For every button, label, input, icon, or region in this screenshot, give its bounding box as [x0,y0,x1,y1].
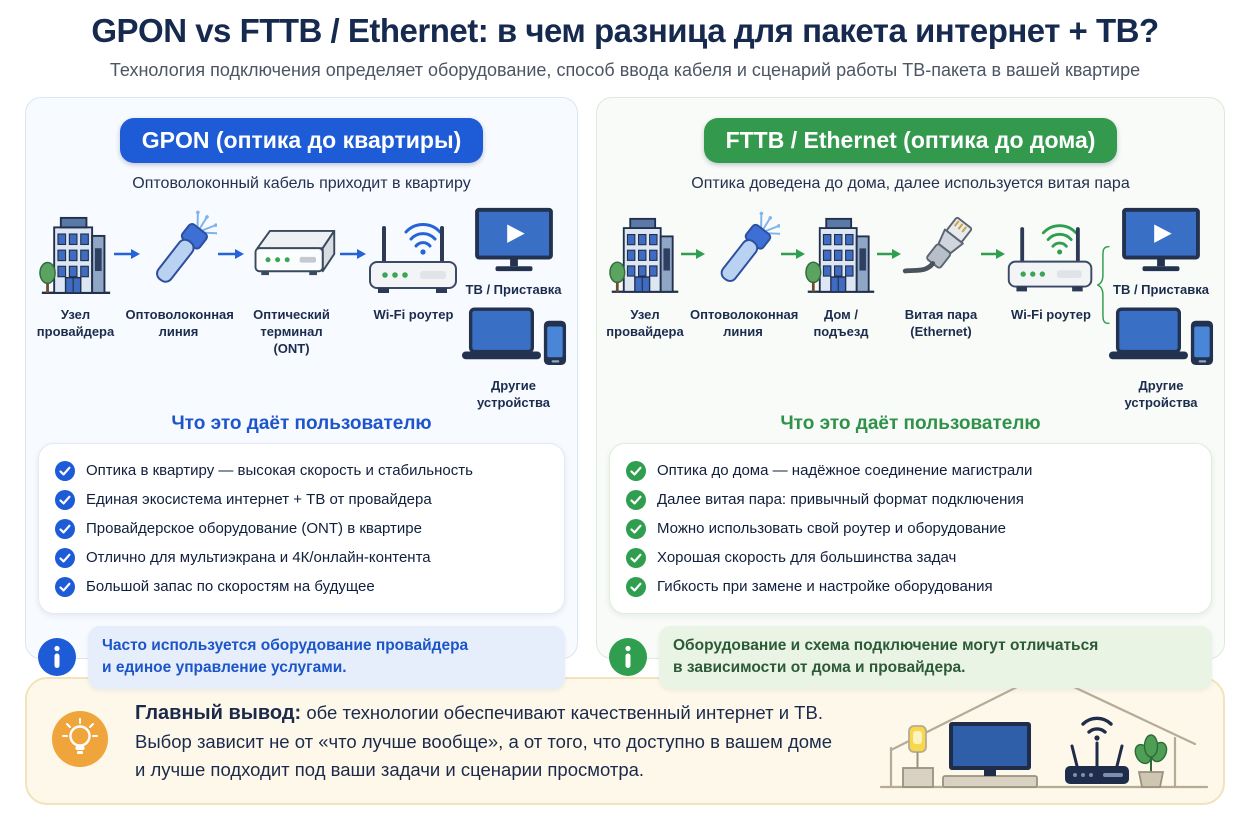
fttb-tagline: Оптика доведена до дома, далее используется витая пара [691,175,1130,192]
fttb-panel [596,97,1225,677]
devices-label: Другие устройства [1124,377,1198,410]
ont-terminal-icon [244,203,340,303]
fttb-chain-diagram [606,203,1212,411]
check-icon [55,490,75,510]
provider-building-icon [609,203,681,303]
house-label: Дом / подъезд [813,307,869,339]
gpon-note-box [88,626,565,689]
note-line: Часто используется оборудование провайдера [102,637,469,654]
benefit-text: Большой запас по скоростям на будущее [86,578,375,595]
other-devices-icon [1108,307,1214,376]
benefit-item [624,485,1197,514]
gpon-panel [25,97,578,677]
gpon-node-ont [244,203,340,358]
fiber-label: Оптоволоконная линия [125,307,234,339]
fttb-benefits-card [609,443,1212,614]
tv-label: ТВ / Приставка [1113,282,1209,297]
router-label: Wi-Fi роутер [1011,307,1091,322]
benefit-text: Оптика до дома — надёжное соединение магистрали [657,462,1033,479]
benefit-text: Отлично для мультиэкрана и 4К/онлайн-контента [86,549,431,566]
home-illustration [879,688,1209,794]
benefit-text: Хорошая скорость для большинства задач [657,549,957,566]
arrow-icon [781,248,805,260]
gpon-tagline: Оптоволоконный кабель приходит в квартиру [132,175,471,192]
gpon-node-fiber [125,203,234,341]
wifi-router-icon [364,203,464,303]
benefit-item [53,572,550,601]
provider-label: Узел провайдера [36,307,115,339]
note-line: и единое управление услугами. [102,659,347,677]
check-icon [55,577,75,597]
gpon-badge-rest: (оптика до квартиры) [209,127,462,153]
arrow-icon [981,248,1005,260]
benefit-item [53,456,550,485]
benefit-text: Можно использовать свой роутер и оборудование [657,520,1006,537]
fttb-node-house [805,203,877,341]
conclusion-line1: обе технологии обеспечивают качественный интернет и ТВ. [301,702,823,724]
check-icon [55,461,75,481]
fiber-cable-icon [141,203,217,303]
comparison-columns [25,97,1225,677]
fttb-node-provider [606,203,684,341]
benefit-text: Далее витая пара: привычный формат подключения [657,491,1024,508]
fttb-badge-name: FTTB / Ethernet [725,127,897,153]
benefit-item [624,572,1197,601]
gpon-node-router [366,203,462,324]
benefit-item [624,543,1197,572]
gpon-benefits-title: Что это даёт пользователю [171,413,432,434]
conclusion-lead: Главный вывод: [135,702,302,725]
check-icon [626,577,646,597]
benefit-item [53,485,550,514]
gpon-chain-diagram [38,203,565,411]
tv-label: ТВ / Приставка [465,282,562,297]
fttb-badge [704,118,1118,163]
apartment-building-icon [805,203,877,303]
arrow-icon [681,248,705,260]
note-line: Оборудование и схема подключение могут отличаться [673,637,1099,654]
benefit-text: Гибкость при замене и настройке оборудования [657,578,993,595]
gpon-note [38,626,565,689]
fttb-node-router [1005,203,1097,324]
ethernet-plug-icon [901,203,981,303]
conclusion-panel [25,677,1225,805]
gpon-badge [120,118,484,163]
fiber-cable-icon [706,203,780,303]
info-icon [609,638,647,676]
fttb-benefits-title: Что это даёт пользователю [780,413,1041,434]
conclusion-text [135,698,853,784]
check-icon [626,519,646,539]
fttb-note [609,626,1212,689]
check-icon [626,548,646,568]
benefit-text: Оптика в квартиру — высокая скорость и стабильность [86,462,473,479]
tv-icon [1115,205,1207,280]
wifi-router-icon [1003,203,1099,303]
conclusion-line3: и лучше подходит под ваши задачи и сценарии просмотра. [135,759,645,780]
arrow-icon [340,248,366,260]
fttb-devices-column [1110,205,1212,412]
fttb-node-fiber [690,203,799,341]
twisted-pair-label: Витая пара (Ethernet) [904,307,978,339]
page-title: GPON vs FTTB / Ethernet: в чем разница для пакета интернет + ТВ? [91,12,1159,49]
benefit-item [53,543,550,572]
note-line: в зависимости от дома и провайдера. [673,659,966,677]
devices-label: Другие устройства [476,377,551,410]
ont-label: Оптический терминал (ONT) [253,307,330,356]
benefit-item [53,514,550,543]
fttb-node-twisted-pair [901,203,981,341]
tv-icon [468,205,560,280]
lightbulb-icon [51,710,109,773]
check-icon [626,461,646,481]
provider-building-icon [39,203,113,303]
check-icon [55,548,75,568]
other-devices-icon [461,307,567,376]
arrow-icon [114,248,140,260]
benefit-text: Провайдерское оборудование (ONT) в квартире [86,520,422,537]
fttb-note-box [659,626,1212,689]
check-icon [55,519,75,539]
info-icon [38,638,76,676]
page-subtitle: Технология подключения определяет оборудование, способ ввода кабеля и сценарий работы ТВ-пакета в вашей квартире [109,60,1141,80]
provider-label: Узел провайдера [606,307,684,339]
gpon-node-provider [38,203,114,341]
conclusion-line2: Выбор зависит не от «что лучше вообще», а от того, что доступно в вашем доме [135,731,833,753]
arrow-icon [218,248,244,260]
arrow-icon [877,248,901,260]
gpon-badge-name: GPON [141,127,210,153]
fttb-badge-rest: (оптика до дома) [896,127,1096,153]
fiber-label: Оптоволоконная линия [690,307,799,339]
check-icon [626,490,646,510]
benefit-text: Единая экосистема интернет + ТВ от провайдера [86,491,432,508]
benefit-item [624,514,1197,543]
benefit-item [624,456,1197,485]
router-label: Wi-Fi роутер [373,307,454,322]
gpon-benefits-card [38,443,565,614]
gpon-devices-column [462,205,566,412]
